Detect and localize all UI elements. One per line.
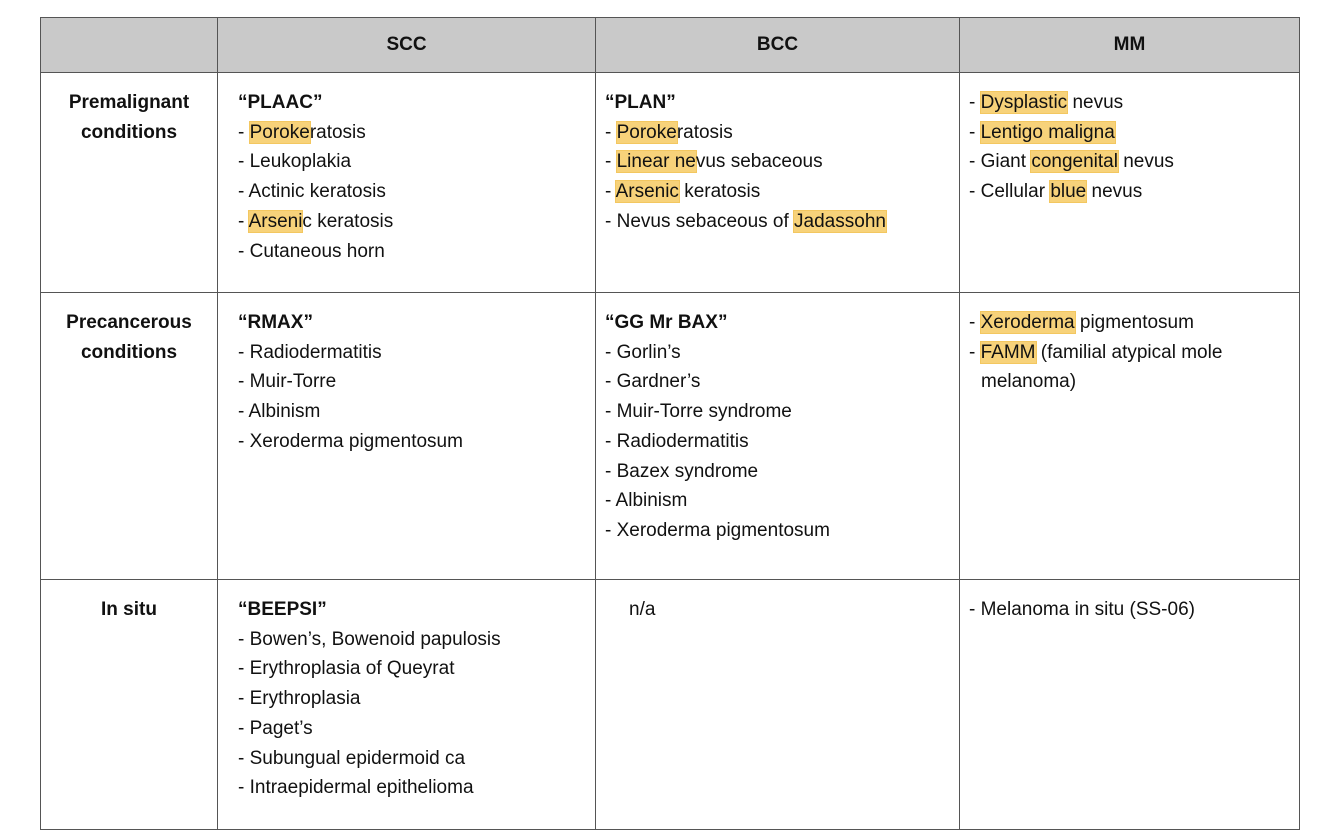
cell-insitu-bcc [596,580,960,830]
mnemonic-beepsi: “BEEPSI” [238,599,327,620]
list-item: - Subungual epidermoid ca [238,747,466,769]
list-item: - Cellular blue nevus [969,181,1143,203]
row-label-line2: conditions [80,342,178,363]
list-item: - Actinic keratosis [238,181,386,203]
cell-precancerous-scc [218,293,596,580]
row-label-in-situ: In situ [41,580,218,830]
highlight: Dysplastic [980,92,1068,113]
list-item: - Arsenic keratosis [238,210,394,232]
header-row [41,18,1300,73]
list-item: - Giant congenital nevus [969,151,1174,173]
highlight: Poroke [249,121,310,143]
list-item: - Cutaneous horn [238,240,385,262]
list-item: - Gorlin’s [605,341,681,363]
highlight: Arseni [248,210,303,232]
cell-premalignant-scc [218,73,596,293]
list-item: - Xeroderma pigmentosum [969,312,1194,333]
list-item: - Radiodermatitis [238,341,382,363]
list-item: - Albinism [605,490,688,512]
cell-precancerous-mm [960,293,1300,580]
cell-insitu-mm [960,580,1300,830]
list-item: - Bowen’s, Bowenoid papulosis [238,628,501,650]
row-in-situ [41,580,1300,830]
cell-precancerous-bcc [596,293,960,580]
list-item: - Bazex syndrome [605,460,759,482]
list-item: - Leukoplakia [238,151,352,173]
list-item: - Radiodermatitis [605,430,749,452]
row-precancerous [41,293,1300,580]
highlight: FAMM [980,341,1036,363]
header-blank [41,18,218,73]
list-item: - Paget’s [238,717,313,739]
highlight: Linear ne [616,151,696,173]
list-item: - Nevus sebaceous of Jadassohn [605,210,886,232]
list-item: - Muir-Torre syndrome [605,401,792,423]
list-item: - Xeroderma pigmentosum [605,519,830,541]
highlight: Xeroderma [980,312,1075,333]
row-label-premalignant [41,73,218,293]
mnemonic-plan: “PLAN” [605,92,676,113]
list-item: - Muir-Torre [238,371,337,393]
list-item: - Lentigo maligna [969,121,1115,143]
highlight: Jadassohn [794,210,886,232]
not-applicable-text: n/a [629,599,656,620]
list-item: - FAMM (familial atypical mole melanoma) [969,341,1223,393]
cell-premalignant-bcc [596,73,960,293]
cell-insitu-scc [218,580,596,830]
list-item: - Erythroplasia [238,688,361,710]
highlight: Poroke [616,121,677,143]
row-label-line2: conditions [80,122,178,143]
list-item: - Erythroplasia of Queyrat [238,658,455,680]
mnemonic-plaac: “PLAAC” [238,92,323,113]
highlight: congenital [1031,151,1118,173]
list-item: - Melanoma in situ (SS-06) [969,599,1195,620]
list-item: - Porokeratosis [238,121,366,143]
header-bcc: BCC [596,18,960,73]
list-item: - Gardner’s [605,371,701,393]
list-item: - Dysplastic nevus [969,92,1124,113]
header-mm: MM [960,18,1300,73]
header-scc: SCC [218,18,596,73]
list-item: - Albinism [238,401,321,423]
row-label-line1: Premalignant [68,92,190,113]
cancer-conditions-table [40,17,1300,830]
list-item: - Porokeratosis [605,121,733,143]
mnemonic-gg-mr-bax: “GG Mr BAX” [605,312,728,333]
row-label-line1: Precancerous [66,312,192,333]
cell-premalignant-mm [960,73,1300,293]
list-item: - Arsenic keratosis [605,181,761,203]
highlight: Lentigo maligna [980,121,1115,143]
list-item: - Xeroderma pigmentosum [238,430,463,452]
highlight: blue [1050,181,1087,203]
list-item: - Linear nevus sebaceous [605,151,823,173]
highlight: Arsenic [615,181,679,203]
row-label-precancerous [41,293,218,580]
list-item: - Intraepidermal epithelioma [238,777,474,799]
mnemonic-rmax: “RMAX” [238,312,313,333]
row-premalignant [41,73,1300,293]
